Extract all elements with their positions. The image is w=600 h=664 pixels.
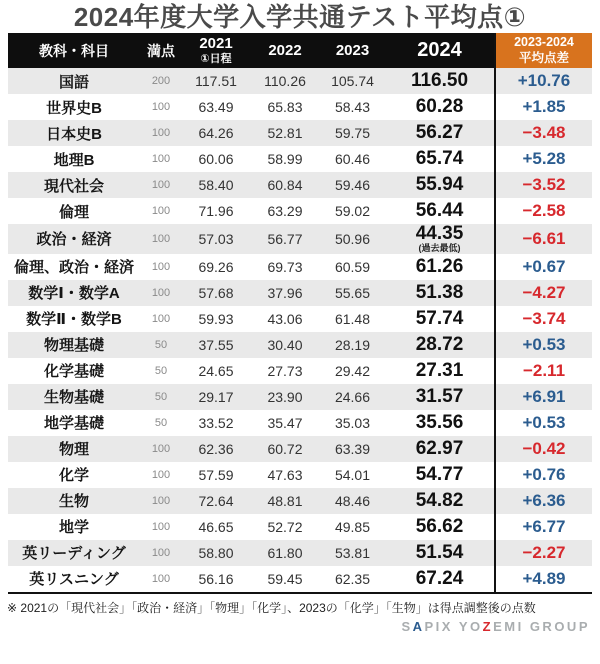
max-score-cell: 100 — [151, 153, 171, 165]
subject-cell: 物理 — [58, 441, 89, 459]
score-2022-cell: 23.90 — [267, 388, 303, 405]
score-2021-cell: 62.36 — [198, 440, 234, 457]
score-2024-value: 44.35 — [415, 223, 464, 244]
score-2022-cell: 52.81 — [267, 125, 303, 141]
score-2022-cell: 30.40 — [267, 336, 303, 353]
score-2022-cell: 60.84 — [267, 177, 303, 193]
score-2023-cell: 48.46 — [334, 492, 371, 509]
subject-cell: 英リーディング — [22, 545, 126, 563]
score-2024-cell — [385, 514, 495, 540]
header-2023-label: 2023 — [335, 42, 370, 59]
table-row — [8, 514, 592, 540]
table-row — [8, 540, 592, 566]
table-row — [8, 120, 592, 146]
brand-logo — [0, 616, 600, 634]
score-2023-cell: 54.01 — [334, 466, 371, 483]
score-2024-value: 65.74 — [415, 148, 464, 170]
score-2022-cell: 56.77 — [267, 230, 303, 247]
score-diff-cell: +1.85 — [495, 94, 592, 120]
score-2023-cell: 29.42 — [334, 362, 371, 379]
score-2024-value: 54.82 — [415, 490, 464, 512]
score-2024-cell — [385, 384, 495, 410]
page-title: 2024年度大学入学共通テスト平均点① — [73, 2, 527, 32]
score-2024-cell — [385, 68, 495, 94]
score-2024-value: 56.44 — [415, 200, 464, 222]
header-diff-range: 2023-2024 — [514, 34, 574, 49]
max-score-cell: 100 — [151, 442, 171, 455]
score-2024-value: 28.72 — [415, 334, 464, 356]
score-2024-cell — [385, 436, 495, 462]
subject-cell: 世界史B — [46, 99, 102, 117]
score-diff-cell: +6.91 — [495, 384, 592, 410]
score-2023-cell: 55.65 — [334, 284, 371, 301]
score-2022-cell: 58.99 — [267, 151, 303, 167]
score-2024-cell — [385, 146, 495, 172]
score-2023-cell: 62.35 — [334, 570, 371, 587]
score-2024-value: 27.31 — [415, 360, 464, 382]
score-2022-cell: 27.73 — [267, 362, 303, 379]
score-diff-cell: −2.58 — [495, 198, 592, 224]
subject-cell: 英リスニング — [29, 571, 119, 589]
max-score-cell: 100 — [151, 312, 171, 325]
score-diff-cell: −3.74 — [495, 306, 592, 332]
subject-cell: 現代社会 — [43, 177, 104, 195]
score-2024-value: 56.27 — [415, 122, 464, 144]
subject-cell: 化学 — [58, 467, 89, 485]
score-2022-cell: 60.72 — [267, 440, 303, 457]
score-diff-cell: +0.67 — [495, 254, 592, 280]
score-2024-value: 62.97 — [415, 438, 464, 460]
score-diff-cell: +6.36 — [495, 488, 592, 514]
table-row — [8, 384, 592, 410]
score-2024-value: 55.94 — [415, 174, 464, 196]
score-2021-cell: 64.26 — [198, 125, 234, 141]
header-2021-year: 2021 — [199, 35, 233, 53]
table-row — [8, 358, 592, 384]
score-diff-cell: +0.53 — [495, 410, 592, 436]
score-2021-cell: 58.40 — [198, 177, 234, 193]
score-2023-cell: 60.46 — [334, 151, 371, 167]
score-2024-cell — [385, 566, 495, 593]
score-diff-cell: −2.11 — [495, 358, 592, 384]
score-2023-cell: 59.46 — [334, 177, 371, 193]
table-row — [8, 198, 592, 224]
score-2022-cell: 61.80 — [267, 544, 303, 561]
header-2022 — [250, 33, 320, 68]
score-2021-cell: 63.49 — [198, 99, 234, 115]
score-2023-cell: 61.48 — [334, 310, 371, 327]
table-row — [8, 488, 592, 514]
score-2024-value: 56.62 — [415, 516, 464, 538]
score-2024-cell — [385, 254, 495, 280]
max-score-cell: 100 — [151, 494, 171, 507]
score-2024-cell — [385, 410, 495, 436]
score-2023-cell: 59.75 — [334, 125, 371, 141]
score-2022-cell: 65.83 — [267, 99, 303, 115]
subject-cell: 化学基礎 — [43, 363, 104, 381]
subject-cell: 数学Ⅰ・数学A — [28, 285, 120, 303]
score-2022-cell: 43.06 — [267, 310, 303, 327]
max-score-cell: 50 — [154, 338, 168, 351]
subject-cell: 倫理、政治・経済 — [13, 259, 134, 277]
table-row — [8, 332, 592, 358]
header-max-score — [140, 33, 182, 68]
max-score-cell: 100 — [151, 232, 171, 245]
header-2022-label: 2022 — [268, 42, 302, 59]
header-2021-schedule: ①日程 — [200, 52, 232, 65]
score-2024-value: 51.38 — [415, 282, 464, 304]
max-score-cell: 100 — [151, 260, 171, 273]
header-2021 — [182, 33, 250, 68]
max-score-cell: 100 — [151, 205, 171, 217]
subject-cell: 日本史B — [46, 125, 102, 143]
table-row — [8, 68, 592, 94]
score-2021-cell: 37.55 — [198, 336, 234, 353]
score-2022-cell: 35.47 — [267, 414, 303, 431]
score-2021-cell: 29.17 — [198, 388, 234, 405]
table-row — [8, 172, 592, 198]
score-2024-cell — [385, 488, 495, 514]
header-subject — [8, 33, 140, 68]
score-2023-cell: 59.02 — [334, 203, 371, 219]
score-2023-cell: 24.66 — [334, 388, 371, 405]
score-2022-cell: 63.29 — [267, 203, 303, 219]
score-2021-cell: 72.64 — [198, 492, 234, 509]
score-2021-cell: 59.93 — [198, 310, 234, 327]
header-2023 — [320, 33, 385, 68]
logo-text: SAPIX YOZEMI GROUP — [401, 618, 590, 634]
score-2021-cell: 117.51 — [195, 73, 237, 89]
table-row — [8, 410, 592, 436]
table-body — [8, 68, 592, 593]
subject-cell: 国語 — [58, 73, 89, 91]
footnote: ※ 2021の「現代社会」「政治・経済」「物理」「化学」、2023の「化学」「生物」は得点調整後の点数 — [7, 600, 536, 615]
score-diff-cell: −3.48 — [495, 120, 592, 146]
table-row — [8, 254, 592, 280]
score-2021-cell: 71.96 — [198, 203, 234, 219]
score-2023-cell: 58.43 — [334, 99, 371, 115]
score-2024-cell — [385, 172, 495, 198]
max-score-cell: 100 — [151, 468, 171, 481]
max-score-cell: 100 — [151, 127, 171, 139]
score-2024-cell — [385, 224, 495, 254]
score-2024-value: 51.54 — [415, 542, 464, 564]
score-2022-cell: 48.81 — [267, 492, 303, 509]
score-2024-value: 116.50 — [410, 70, 469, 92]
score-2021-cell: 60.06 — [198, 151, 234, 167]
score-2024-value: 67.24 — [415, 568, 464, 590]
score-table — [8, 33, 592, 594]
header-2024-label: 2024 — [417, 39, 462, 61]
table-row — [8, 146, 592, 172]
score-2021-cell: 56.16 — [198, 570, 234, 587]
score-2024-cell — [385, 358, 495, 384]
score-2024-cell — [385, 540, 495, 566]
score-2024-value: 35.56 — [415, 412, 464, 434]
score-2024-cell — [385, 94, 495, 120]
subject-cell: 政治・経済 — [36, 231, 112, 249]
subject-cell: 数学Ⅱ・数学B — [26, 311, 122, 329]
subject-cell: 物理基礎 — [43, 337, 104, 355]
score-2024-cell — [385, 280, 495, 306]
table-row — [8, 306, 592, 332]
score-2024-value: 31.57 — [415, 386, 464, 408]
score-2023-cell: 60.59 — [334, 258, 371, 275]
header-subject-label: 教科・科目 — [39, 42, 109, 59]
score-2024-cell — [385, 332, 495, 358]
subject-cell: 地理B — [53, 151, 95, 169]
max-score-cell: 100 — [151, 520, 171, 533]
score-2021-cell: 33.52 — [198, 414, 234, 431]
score-diff-cell: −2.27 — [495, 540, 592, 566]
score-2022-cell: 52.72 — [267, 518, 303, 535]
score-2024-value: 54.77 — [415, 464, 464, 486]
table-header-row — [8, 33, 592, 68]
subject-cell: 生物 — [58, 493, 89, 511]
score-2021-cell: 57.59 — [198, 466, 234, 483]
score-2021-cell: 57.03 — [198, 230, 234, 247]
score-2022-cell: 47.63 — [267, 466, 303, 483]
table-row — [8, 566, 592, 593]
score-diff-cell: −4.27 — [495, 280, 592, 306]
score-2022-cell: 37.96 — [267, 284, 303, 301]
score-2021-cell: 24.65 — [198, 362, 234, 379]
score-diff-cell: −0.42 — [495, 436, 592, 462]
table-row — [8, 280, 592, 306]
score-2024-value: 57.74 — [415, 308, 464, 330]
max-score-cell: 100 — [151, 179, 171, 191]
score-diff-cell: +6.77 — [495, 514, 592, 540]
max-score-cell: 50 — [154, 364, 168, 377]
score-2024-value: 60.28 — [415, 96, 464, 118]
table-row — [8, 462, 592, 488]
score-2024-cell — [385, 198, 495, 224]
max-score-cell: 100 — [151, 286, 171, 299]
header-diff-label: 平均点差 — [518, 50, 569, 65]
table-row — [8, 94, 592, 120]
score-2023-cell: 28.19 — [334, 336, 371, 353]
record-low-note: (過去最低) — [418, 243, 461, 254]
subject-cell: 倫理 — [58, 203, 89, 221]
subject-cell: 地学基礎 — [43, 415, 104, 433]
score-2022-cell: 110.26 — [264, 73, 306, 89]
score-2023-cell: 35.03 — [334, 414, 371, 431]
score-2021-cell: 69.26 — [198, 258, 234, 275]
subject-cell: 地学 — [58, 519, 89, 537]
score-2024-cell — [385, 462, 495, 488]
max-score-cell: 100 — [151, 101, 171, 113]
score-diff-cell: −6.61 — [495, 224, 592, 254]
score-diff-cell: +0.76 — [495, 462, 592, 488]
score-diff-cell: +5.28 — [495, 146, 592, 172]
score-2023-cell: 105.74 — [331, 73, 374, 89]
header-max-label: 満点 — [147, 42, 175, 59]
score-2023-cell: 49.85 — [334, 518, 371, 535]
max-score-cell: 200 — [151, 75, 171, 87]
score-2021-cell: 46.65 — [198, 518, 234, 535]
max-score-cell: 50 — [154, 390, 168, 403]
max-score-cell: 100 — [151, 572, 171, 585]
table-row — [8, 436, 592, 462]
score-2024-value: 61.26 — [415, 256, 464, 278]
score-2022-cell: 59.45 — [267, 570, 303, 587]
table-row — [8, 224, 592, 254]
score-2024-cell — [385, 306, 495, 332]
score-2021-cell: 57.68 — [198, 284, 234, 301]
score-2023-cell: 53.81 — [334, 544, 371, 561]
score-2021-cell: 58.80 — [198, 544, 234, 561]
score-diff-cell: +0.53 — [495, 332, 592, 358]
max-score-cell: 50 — [154, 416, 168, 429]
score-2022-cell: 69.73 — [267, 258, 303, 275]
header-2024 — [385, 33, 495, 68]
score-diff-cell: +4.89 — [495, 566, 592, 593]
score-diff-cell: +10.76 — [495, 68, 592, 94]
score-diff-cell: −3.52 — [495, 172, 592, 198]
subject-cell: 生物基礎 — [43, 389, 104, 407]
score-2023-cell: 63.39 — [334, 440, 371, 457]
max-score-cell: 100 — [151, 546, 171, 559]
score-2024-cell — [385, 120, 495, 146]
header-score-diff — [495, 33, 592, 68]
score-2023-cell: 50.96 — [334, 230, 371, 247]
